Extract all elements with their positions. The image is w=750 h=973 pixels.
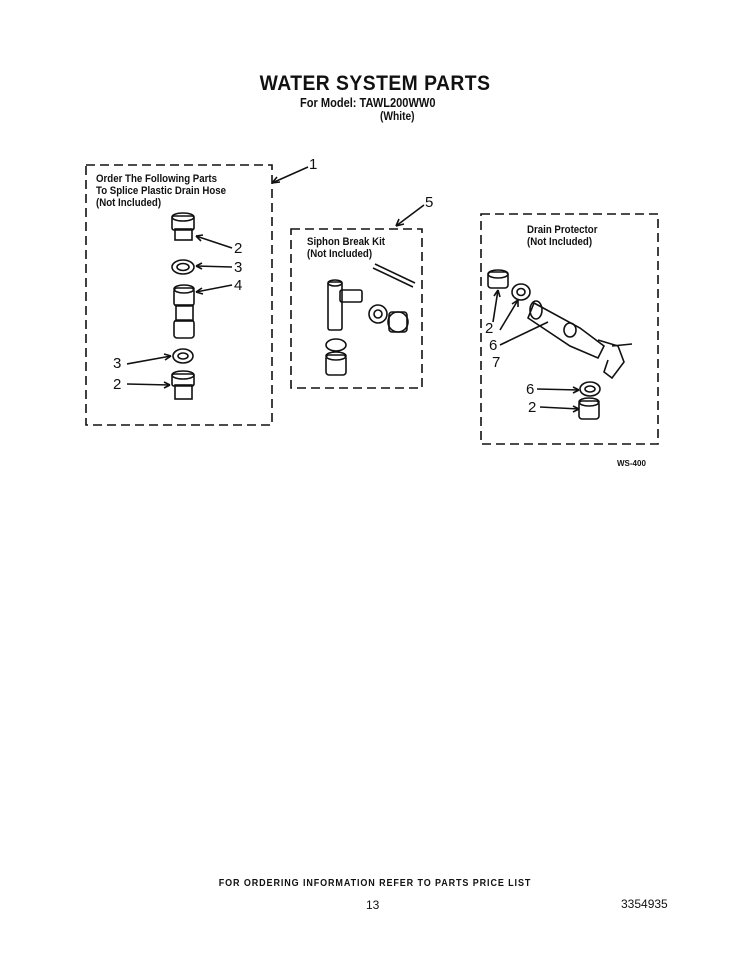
siphon-tube [373,264,415,287]
callout-1: 1 [309,156,318,173]
drain-callout-6-bottom: 6 [526,381,535,398]
splice-callout-2-top: 2 [234,240,243,257]
page-number: 13 [366,898,380,912]
splice-connector-top [172,213,194,240]
splice-callout-3-top: 3 [234,259,243,276]
splice-callout-4: 4 [234,277,243,294]
drain-protector-box [481,214,658,444]
diagram-code: WS-400 [617,459,646,468]
siphon-label-line-2: (Not Included) [307,248,373,260]
splice-callout-3-bottom: 3 [113,355,122,372]
drain-label-line-1: Drain Protector [527,224,598,236]
splice-connector-bottom [172,371,194,399]
drain-connector-top [488,270,508,288]
splice-coupling [174,285,194,338]
splice-box-label [96,173,226,209]
splice-label-line-3: (Not Included) [96,197,162,209]
splice-label-line-2: To Splice Plastic Drain Hose [96,185,227,197]
leader-5 [396,205,424,226]
drain-box-label [527,224,597,248]
drain-callout-6-top: 6 [489,337,498,354]
drain-label-line-2: (Not Included) [527,236,593,248]
drain-callout-2-bottom: 2 [528,399,537,416]
part-number: 3354935 [621,897,668,911]
splice-label-line-1: Order The Following Parts [96,173,218,185]
splice-clamp-top [172,260,194,274]
drain-callout-7: 7 [492,354,501,371]
drain-clamp-top [512,284,530,300]
model-number: For Model: TAWL200WW0 [300,95,436,110]
splice-clamp-bottom [173,349,193,363]
drain-protector-body [528,301,632,378]
siphon-connector [326,352,346,375]
page-title: WATER SYSTEM PARTS [259,72,491,95]
splice-callout-2-bottom: 2 [113,376,122,393]
drain-connector-bottom [579,398,599,419]
callout-5: 5 [425,194,434,211]
siphon-tee [328,280,362,330]
siphon-box-label [307,236,385,260]
ordering-note: FOR ORDERING INFORMATION REFER TO PARTS PRICE LIST [218,878,532,889]
siphon-clamp [326,339,346,351]
siphon-label-line-1: Siphon Break Kit [307,236,385,248]
siphon-fittings [369,305,408,332]
drain-clamp-bottom [580,382,600,396]
model-color: (White) [380,109,415,123]
leader-1 [272,167,308,183]
drain-callout-2-top: 2 [485,320,494,337]
